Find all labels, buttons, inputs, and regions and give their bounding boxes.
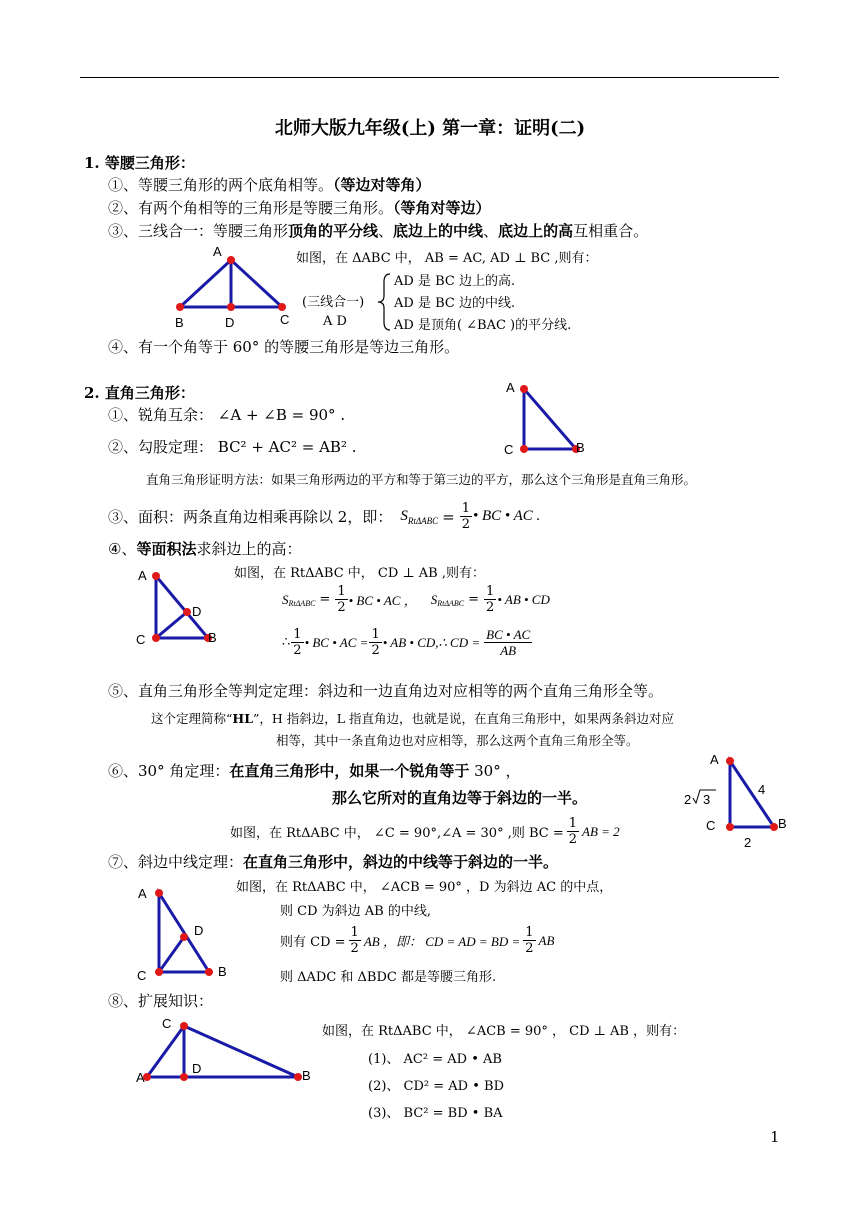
isosceles-triangle-figure <box>170 240 300 332</box>
label-c: C <box>162 1016 172 1031</box>
top-rule <box>80 77 779 78</box>
page-number: 1 <box>770 1128 780 1146</box>
s2-item-7-condition: 如图，在 RtΔABC 中， ∠ACB = 90° ，D 为斜边 AC 的中点， <box>236 880 613 895</box>
label-c: C <box>280 312 290 327</box>
right-triangle-altitude-figure <box>132 562 228 652</box>
s1-item-1: ①、等腰三角形的两个底角相等。（等边对等角） <box>108 176 431 194</box>
s2-item-7-line-4: 则 ΔADC 和 ΔBDC 都是等腰三角形. <box>280 970 497 985</box>
label-a: A <box>213 244 222 259</box>
section-2-heading: 2. 直角三角形： <box>84 384 195 402</box>
section-1-heading: 1. 等腰三角形： <box>84 154 195 172</box>
s2-item-4: ④、等面积法求斜边上的高： <box>108 540 302 558</box>
s2-item-7-line-2: 则 CD 为斜边 AB 的中线, <box>280 904 431 919</box>
label-c: C <box>504 442 514 457</box>
right-triangle-figure-1 <box>500 376 590 458</box>
s1-item-4: ④、有一个角等于 60° 的等腰三角形是等边三角形。 <box>108 338 460 356</box>
label-b: B <box>778 816 787 831</box>
ad-label: A D <box>323 314 347 329</box>
s2-item-6-condition: 如图，在 RtΔABC 中， ∠C = 90°,∠A = 30° ,则 BC = $\frac{1}{2}$ AB = 2 <box>230 816 620 847</box>
label-d: D <box>192 604 202 619</box>
s2-item-2: ②、勾股定理： BC² + AC² = AB² . <box>108 438 357 456</box>
label-a: A <box>710 752 719 767</box>
s2-item-6: ⑥、30° 角定理：在直角三角形中，如果一个锐角等于 30° ， <box>108 762 521 780</box>
label-d: D <box>192 1061 202 1076</box>
left-brace <box>376 272 394 332</box>
s2-item-7-line-3: 则有 CD = $\frac{1}{2}$ AB ，即： CD = AD = BD = $\frac{1}{2}$ AB <box>280 925 555 956</box>
brace-line-2: AD 是 BC 边的中线. <box>394 296 516 311</box>
label-d: D <box>194 923 204 938</box>
label-c: C <box>137 968 147 983</box>
s2-item-5-note-2: 相等，其中一条直角边也对应相等，那么这两个直角三角形全等。 <box>276 733 639 748</box>
s2-item-8: ⑧、扩展知识： <box>108 992 214 1010</box>
brace-line-1: AD 是 BC 边上的高. <box>394 274 516 289</box>
s2-item-4-condition: 如图，在 RtΔABC 中， CD ⊥ AB ,则有： <box>234 566 485 581</box>
s2-item-5-note-1: 这个定理简称“HL”，H 指斜边，L 指直角边，也就是说，在直角三角形中，如果两条斜边对应 <box>151 711 675 726</box>
brace-line-3: AD 是顶角( ∠BAC )的平分线. <box>394 318 572 333</box>
thirty-degree-triangle-figure <box>680 748 792 854</box>
bc-length: 2 <box>744 835 752 850</box>
label-b: B <box>302 1068 311 1083</box>
s2-item-3: ③、面积：两条直角边相乘再除以 2，即： S RtΔABC = $\frac{1}{2}$ • BC • AC . <box>108 501 541 532</box>
s2-item-4-formula-1: S RtΔABC = $\frac{1}{2}$ • BC • AC ， S RtΔABC = $\frac{1}{2}$ • AB • CD <box>282 584 550 615</box>
s1-item-3: ③、三线合一：等腰三角形顶角的平分线、底边上的中线、底边上的高互相重合。 <box>108 222 649 240</box>
s1-item-2: ②、有两个角相等的三角形是等腰三角形。（等角对等边） <box>108 199 491 217</box>
three-in-one-label: (三线合一) <box>302 295 365 310</box>
label-a: A <box>506 380 515 395</box>
label-a: A <box>136 1070 145 1085</box>
s2-item-7: ⑦、斜边中线定理：在直角三角形中，斜边的中线等于斜边的一半。 <box>108 853 559 871</box>
median-triangle-figure <box>132 876 232 986</box>
label-c: C <box>136 632 146 647</box>
label-c: C <box>706 818 716 833</box>
s2-item-8-result-2: (2)、 CD² = AD • BD <box>368 1079 505 1094</box>
s2-item-1: ①、锐角互余： ∠A + ∠B = 90° . <box>108 406 346 424</box>
ac-length-radicand: 3 <box>703 792 711 807</box>
s2-item-8-result-3: (3)、 BC² = BD • BA <box>368 1106 503 1121</box>
label-a: A <box>138 568 147 583</box>
label-b: B <box>208 630 217 645</box>
s2-item-8-condition: 如图，在 RtΔABC 中， ∠ACB = 90° ， CD ⊥ AB ，则有： <box>322 1024 686 1039</box>
label-b: B <box>175 315 184 330</box>
label-b: B <box>576 440 585 455</box>
hypotenuse-length: 4 <box>758 782 766 797</box>
s2-proof-note: 直角三角形证明方法：如果三角形两边的平方和等于第三边的平方，那么这个三角形是直角三角形。 <box>146 472 697 487</box>
s2-item-6-line-2: 那么它所对的直角边等于斜边的一半。 <box>332 789 588 807</box>
label-d: D <box>225 315 235 330</box>
label-a: A <box>138 886 147 901</box>
s2-item-4-formula-2: ∴ $\frac{1}{2}$ • BC • AC = $\frac{1}{2}$ • AB • CD,∴ CD = $\frac{BC • AC}{AB}$ <box>282 627 531 658</box>
page-title: 北师大版九年级(上) 第一章：证明(二) <box>274 118 586 139</box>
s2-item-5: ⑤、直角三角形全等判定定理：斜边和一边直角边对应相等的两个直角三角形全等。 <box>108 682 664 700</box>
s2-item-8-result-1: (1)、 AC² = AD • AB <box>368 1052 502 1067</box>
ac-length-coef: 2 <box>684 792 692 807</box>
label-b: B <box>218 964 227 979</box>
extension-triangle-figure <box>130 1014 320 1090</box>
s1-figure-condition: 如图，在 ΔABC 中， AB = AC, AD ⊥ BC ,则有： <box>296 251 598 266</box>
